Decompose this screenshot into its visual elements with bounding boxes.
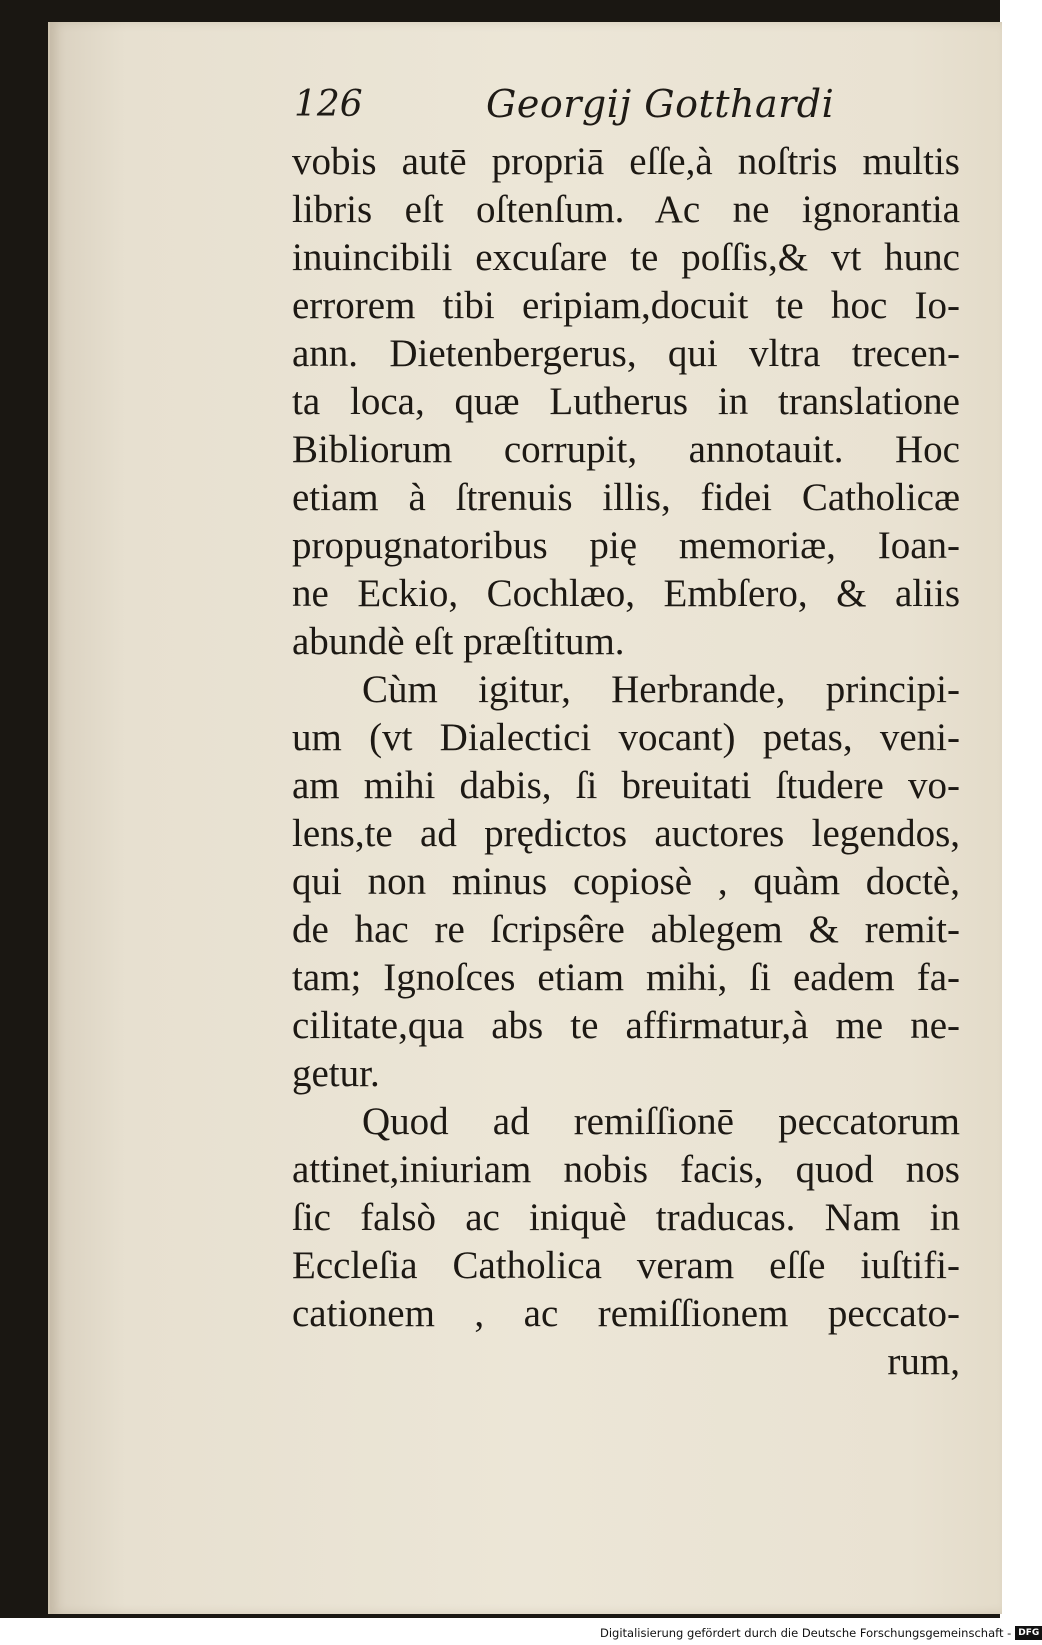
text-line: qui non minus copiosè , quàm doctè,: [292, 860, 960, 903]
page-number: 126: [294, 84, 363, 125]
text-line: um (vt Dialectici vocant) petas, veni-: [292, 716, 960, 759]
text-line: errorem tibi eripiam,docuit te hoc Io-: [292, 284, 960, 327]
running-title: Georgij Gotthardi: [486, 82, 835, 126]
text-line: abundè eſt præſtitum.: [292, 620, 625, 663]
text-line: ne Eckio, Cochlæo, Embſero, & aliis: [292, 572, 960, 615]
text-line: propugnatoribus pię memoriæ, Ioan-: [292, 524, 960, 567]
digitization-credit: [600, 1625, 1040, 1641]
text-line: attinet,iniuriam nobis facis, quod nos: [292, 1148, 960, 1191]
text-line: cationem , ac remiſſionem peccato-: [292, 1292, 960, 1335]
text-line: cilitate,qua abs te affirmatur,à me ne-: [292, 1004, 960, 1047]
paragraph-start-line: Cùm igitur, Herbrande, principi-: [362, 668, 960, 711]
text-line: tam; Ignoſces etiam mihi, ſi eadem fa-: [292, 956, 960, 999]
text-line: Bibliorum corrupit, annotauit. Hoc: [292, 428, 960, 471]
text-line: libris eſt oſtenſum. Ac ne ignorantia: [292, 188, 960, 231]
text-line: ta loca, quæ Lutherus in translatione: [292, 380, 960, 423]
dfg-logo: DFG: [1015, 1626, 1042, 1640]
text-line: etiam à ſtrenuis illis, fidei Catholicæ: [292, 476, 960, 519]
text-line: vobis autē propriā eſſe,à noſtris multis: [292, 140, 960, 183]
text-line: de hac re ſcripsêre ablegem & remit-: [292, 908, 960, 951]
text-line: lens,te ad prędictos auctores legendos,: [292, 812, 960, 855]
paragraph-start-line: Quod ad remiſſionē peccatorum: [362, 1100, 960, 1143]
text-line: inuincibili excuſare te poſſis,& vt hunc: [292, 236, 960, 279]
text-line: Eccleſia Catholica veram eſſe iuſtifi-: [292, 1244, 960, 1287]
text-line: getur.: [292, 1052, 380, 1095]
text-line: ſic falsò ac iniquè traducas. Nam in: [292, 1196, 960, 1239]
text-line: ann. Dietenbergerus, qui vltra trecen-: [292, 332, 960, 375]
text-line: am mihi dabis, ſi breuitati ſtudere vo-: [292, 764, 960, 807]
credit-text: Digitalisierung gefördert durch die Deutsche Forschungsgemeinschaft -: [600, 1626, 1012, 1640]
catchword: rum,: [887, 1340, 960, 1383]
